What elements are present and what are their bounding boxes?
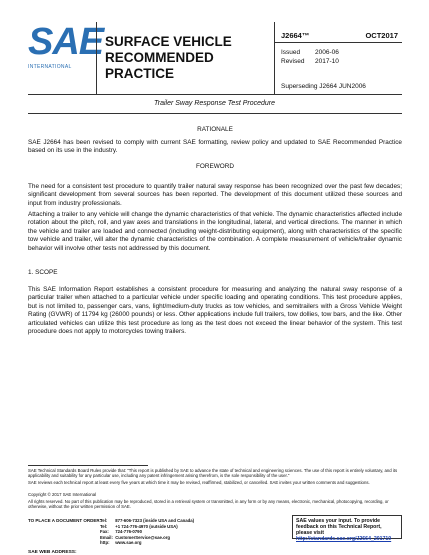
subtitle-divider bbox=[28, 113, 402, 114]
sae-logo bbox=[28, 21, 104, 74]
footer-divider bbox=[28, 465, 148, 466]
tel-label: Tel: bbox=[100, 518, 108, 523]
foreword-paragraph-1: The need for a consistent test procedure to quantify trailer natural sway response has been recognized over the past few decades; significant development from several sources has been reported. The development of this document utilized these sources and input from industry professionals. bbox=[28, 183, 402, 207]
scope-heading: 1. SCOPE bbox=[28, 269, 58, 276]
revised-row bbox=[281, 58, 339, 65]
document-date: OCT2017 bbox=[365, 31, 398, 40]
rationale-heading: RATIONALE bbox=[197, 126, 233, 133]
title-line-1: SURFACE VEHICLE bbox=[105, 34, 232, 49]
copyright: Copyright © 2017 SAE International bbox=[28, 492, 97, 497]
tel-value[interactable]: 877-606-7323 (inside USA and Canada) bbox=[115, 518, 195, 523]
header-divider bbox=[28, 94, 402, 95]
document-meta bbox=[274, 22, 402, 94]
rights-statement: All rights reserved. No part of this publication may be reproduced, stored in a retrieval system or transmitted, in any form or by any means, electronic, mechanical, photocopying, recording, or otherwise, without the prior written permission of SAE. bbox=[28, 499, 389, 510]
issued-row bbox=[281, 49, 339, 56]
scope-text: This SAE Information Report establishes a consistent procedure for measuring and analyzing the natural sway response of a particular trailer when attached to a particular vehicle under specific loading and operating conditions. This test procedure applies, but is not limited to, passenger cars, vans, light/medium-duty trucks as tow vehicles, and semitrailers with a Gross Vehicle Weight Rating (GVWR) of 11794 kg (26000 pounds) or less. Other applications include full trailers, tow dollies, tow bars, and the like. Other articulated vehicles can utilize this test procedure as long as the test does not exceed the linear behavior of the system. This test procedure does not apply to motorcycles towing trailers. bbox=[28, 286, 402, 336]
tel2-label: Tel: bbox=[100, 523, 108, 529]
logo-letters: SAE bbox=[28, 21, 104, 63]
rationale-text: SAE J2664 has been revised to comply with current SAE formatting, review policy and updated to SAE Recommended Practice based on its use in the industry. bbox=[28, 139, 402, 155]
fax-label: Fax: bbox=[100, 529, 109, 534]
foreword-heading: FOREWORD bbox=[196, 163, 234, 170]
http-value[interactable]: www.sae.org bbox=[115, 540, 142, 545]
document-title bbox=[105, 34, 274, 82]
issued-value: 2006-06 bbox=[315, 49, 339, 56]
document-number: J2664™ bbox=[281, 31, 310, 40]
order-title: TO PLACE A DOCUMENT ORDER: bbox=[28, 518, 102, 523]
feedback-link[interactable]: http://standards.sae.org/J2664_201710 bbox=[296, 536, 392, 542]
sae-web-address-label: SAE WEB ADDRESS: bbox=[28, 550, 77, 555]
fax-value: 724-776-0790 bbox=[115, 529, 142, 534]
feedback-box bbox=[292, 515, 402, 542]
superseding-note: Superseding J2664 JUN2006 bbox=[281, 83, 366, 90]
document-subtitle: Trailer Sway Response Test Procedure bbox=[154, 100, 275, 107]
title-block bbox=[96, 22, 274, 94]
http-label: http: bbox=[100, 540, 110, 545]
revised-label: Revised bbox=[281, 58, 305, 65]
title-line-2: RECOMMENDED PRACTICE bbox=[105, 50, 214, 81]
order-contacts bbox=[100, 518, 194, 546]
logo-subtext: INTERNATIONAL bbox=[28, 64, 72, 70]
issued-label: Issued bbox=[281, 49, 301, 56]
http-line bbox=[100, 540, 194, 546]
email-value[interactable]: CustomerService@sae.org bbox=[115, 534, 171, 540]
foreword-paragraph-2: Attaching a trailer to any vehicle will change the dynamic characteristics of that vehicle. The dynamic characteristics affected include rotation about the pitch, roll, and yaw axes and translations in the longitudinal, lateral, and vertical directions. The manner in which the vehicle and trailer are loaded and connected (including weight-distributing equipment), along with characteristics of the specific tow vehicle and trailer, will alter the dynamic characteristics of the combination. A complete measurement of vehicle/trailer dynamic behavior will involve other tests not addressed by this document. bbox=[28, 211, 402, 252]
revised-value: 2017-10 bbox=[315, 58, 339, 65]
order-info bbox=[28, 515, 290, 555]
board-rules: SAE Technical Standards Board Rules provide that: "This report is published by SAE to advance the state of technical and engineering sciences. The use of this report is entirely voluntary, and its applicability and suitability for any particular use, including any patent infringement arising therefrom, is the sole responsibility of the user." bbox=[28, 468, 398, 479]
email-label: Email: bbox=[100, 534, 113, 540]
review-note: SAE reviews each technical report at least every five years at which time it may be revised, reaffirmed, stabilized, or cancelled. SAE invites your written comments and suggestions. bbox=[28, 480, 370, 485]
tel2-value[interactable]: +1 724-776-4970 (outside USA) bbox=[115, 523, 178, 529]
feedback-text: SAE values your input. To provide feedback on this Technical Report, please visit bbox=[296, 518, 382, 536]
meta-divider bbox=[275, 42, 402, 43]
